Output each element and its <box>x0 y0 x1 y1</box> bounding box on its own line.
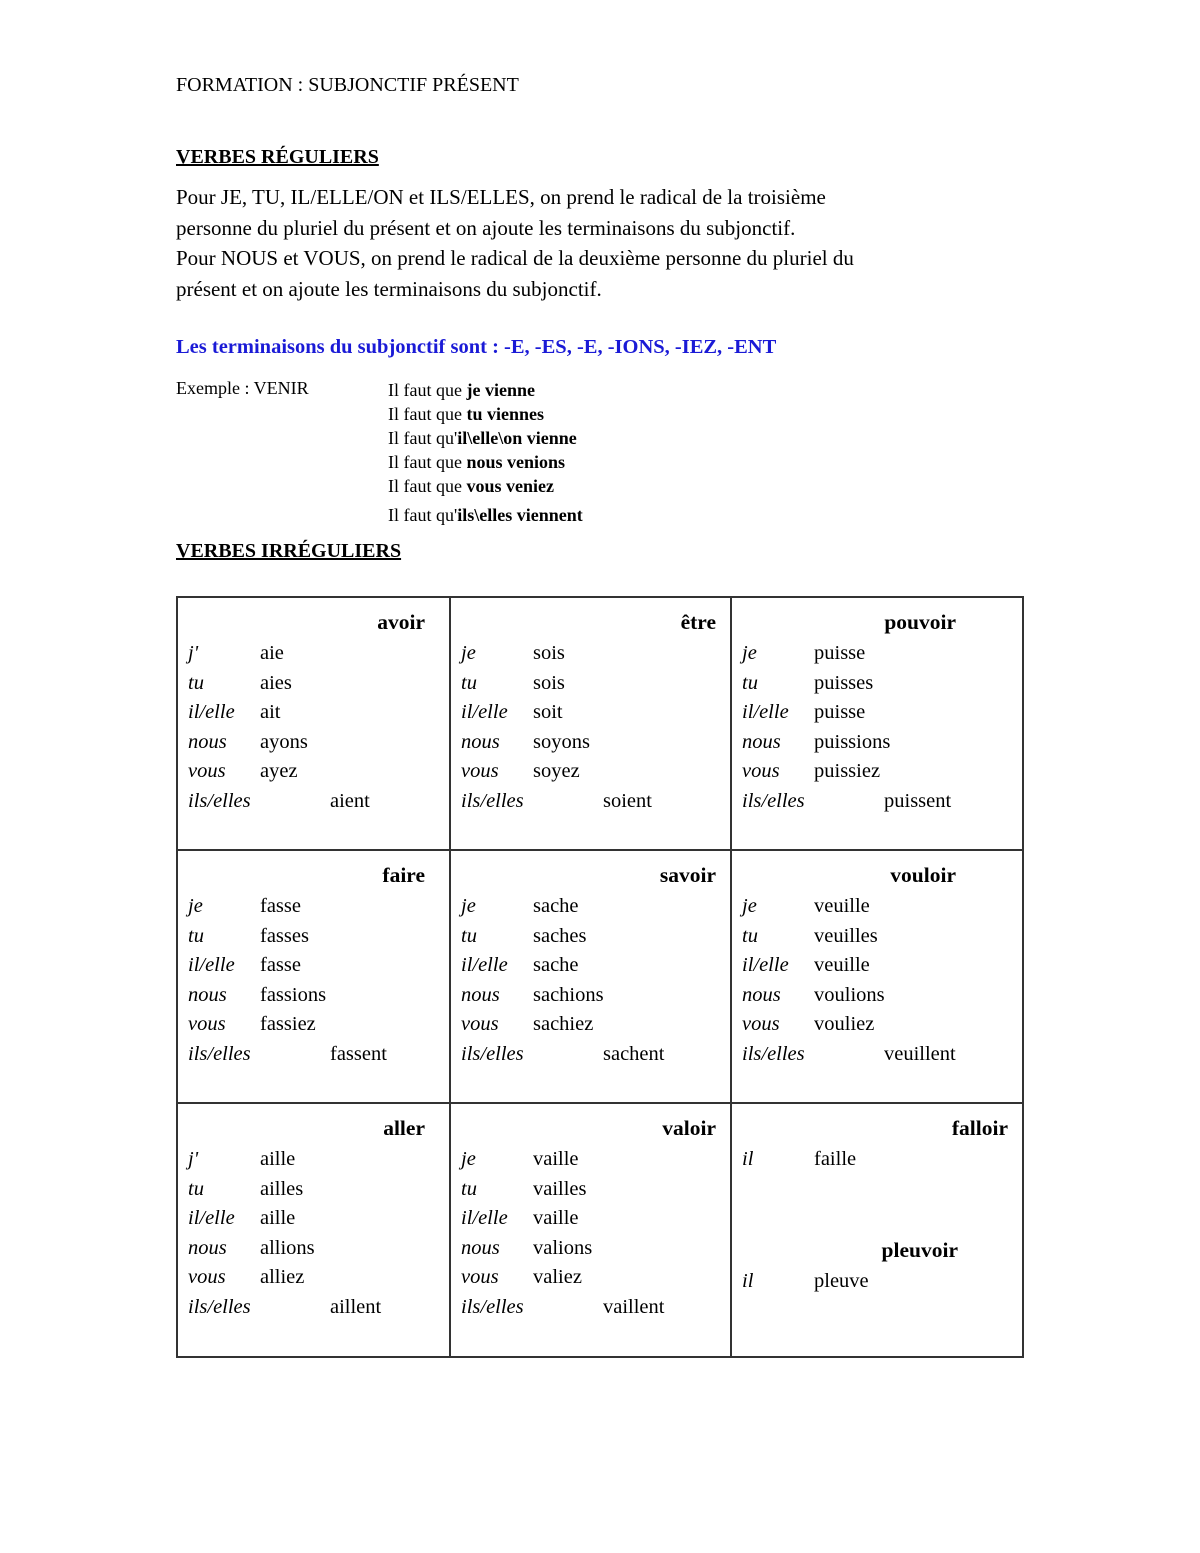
pronoun: vous <box>188 1266 226 1289</box>
subjunctive-form: ayez <box>260 760 298 783</box>
pronoun: tu <box>188 671 204 694</box>
pronoun: nous <box>461 983 500 1006</box>
pronoun: tu <box>461 924 477 947</box>
pronoun: il/elle <box>461 1207 508 1230</box>
verb-infinitive: avoir <box>377 610 425 634</box>
pronoun: je <box>742 895 757 917</box>
subjunctive-form: vouliez <box>814 1013 875 1036</box>
verb-cell <box>178 598 449 849</box>
table-border <box>176 1356 1024 1358</box>
regular-verbs-heading: VERBES RÉGULIERS <box>176 146 379 168</box>
example-line <box>388 378 583 402</box>
pronoun: nous <box>188 730 227 753</box>
pronoun: vous <box>742 760 780 783</box>
pronoun: ils/elles <box>188 1296 251 1318</box>
pronoun: nous <box>461 1236 500 1259</box>
verb-cell <box>178 1104 449 1355</box>
subjunctive-form: aie <box>260 642 284 664</box>
verb-cell <box>451 1104 730 1355</box>
pronoun: nous <box>461 730 500 753</box>
subjunctive-form: aille <box>260 1207 296 1230</box>
paragraph-line: présent et on ajoute les terminaisons du subjonctif. <box>176 276 602 301</box>
pronoun: je <box>461 895 476 917</box>
subjunctive-form: sache <box>533 895 579 917</box>
pronoun: j' <box>188 1148 199 1170</box>
subjunctive-form: fasse <box>260 954 301 977</box>
pronoun: ils/elles <box>461 790 524 812</box>
subjunctive-form: aient <box>330 790 370 812</box>
pronoun: j' <box>188 642 199 664</box>
pronoun: nous <box>188 983 227 1006</box>
paragraph-line: personne du pluriel du présent et on ajoute les terminaisons du subjonctif. <box>176 215 796 240</box>
subjunctive-form: sois <box>533 671 565 694</box>
pronoun: je <box>461 642 476 664</box>
pronoun: ils/elles <box>742 790 805 812</box>
verb-infinitive: falloir <box>951 1116 1008 1140</box>
subjunctive-form: puisse <box>814 642 866 664</box>
verb-infinitive: pleuvoir <box>881 1238 958 1262</box>
pronoun: vous <box>461 760 499 783</box>
pronoun: il/elle <box>188 1207 235 1230</box>
subjunctive-form: vailles <box>533 1177 587 1200</box>
paragraph-line: Pour JE, TU, IL/ELLE/ON et ILS/ELLES, on prend le radical de la troisième <box>176 185 826 209</box>
pronoun: tu <box>188 1177 204 1200</box>
verb-infinitive: vouloir <box>890 863 956 887</box>
subjunctive-form: faille <box>814 1148 857 1170</box>
subjunctive-form: fassent <box>330 1043 387 1065</box>
subjunctive-form: fassiez <box>260 1013 316 1036</box>
subjunctive-form: soient <box>603 790 652 812</box>
pronoun: nous <box>742 983 781 1006</box>
pronoun: ils/elles <box>461 1296 524 1318</box>
irregular-verbs-heading: VERBES IRRÉGULIERS <box>176 540 402 562</box>
subjunctive-form: veuillent <box>884 1043 956 1065</box>
example-form: vous veniez <box>466 476 554 496</box>
subjunctive-form: veuille <box>814 895 870 917</box>
pronoun: vous <box>461 1266 499 1289</box>
pronoun: il/elle <box>461 701 508 724</box>
subjunctive-form: vaille <box>533 1207 579 1230</box>
subjunctive-form: vaille <box>533 1148 579 1170</box>
pronoun: il <box>742 1148 754 1170</box>
example-label: Exemple : VENIR <box>176 378 309 398</box>
pronoun: il <box>742 1270 754 1292</box>
subjunctive-form: puissions <box>814 730 891 753</box>
example-form: ils\elles viennent <box>457 505 583 525</box>
pronoun: il/elle <box>188 701 235 724</box>
verb-cell <box>178 851 449 1102</box>
subjunctive-form: puisses <box>814 671 874 694</box>
subjunctive-form: ait <box>260 701 281 724</box>
pronoun: vous <box>188 760 226 783</box>
example-prefix: Il faut que <box>388 476 467 496</box>
subjunctive-form: voulions <box>814 983 885 1006</box>
subjunctive-form: puisse <box>814 701 866 724</box>
subjunctive-form: puissent <box>884 790 952 812</box>
verb-infinitive: être <box>680 610 716 634</box>
pronoun: tu <box>742 924 758 947</box>
pronoun: tu <box>742 671 758 694</box>
pronoun: vous <box>742 1013 780 1036</box>
subjunctive-form: fasse <box>260 895 301 917</box>
example-prefix: Il faut que <box>388 380 467 400</box>
pronoun: vous <box>188 1013 226 1036</box>
subjunctive-form: sachent <box>603 1043 665 1065</box>
subjunctive-form: sois <box>533 642 565 664</box>
pronoun: il/elle <box>742 954 789 977</box>
table-border <box>1022 596 1024 1358</box>
verb-infinitive: savoir <box>659 863 716 887</box>
subjunctive-form: ayons <box>260 730 308 753</box>
subjunctive-endings: Les terminaisons du subjonctif sont : -E, -ES, -E, -IONS, -IEZ, -ENT <box>176 336 777 358</box>
regular-verbs-explanation <box>176 182 976 304</box>
paragraph-line: Pour NOUS et VOUS, on prend le radical de la deuxième personne du pluriel du <box>176 246 854 270</box>
document-title: FORMATION : SUBJONCTIF PRÉSENT <box>176 74 519 96</box>
example-line <box>388 402 583 426</box>
subjunctive-form: aies <box>260 671 292 694</box>
verb-cell <box>732 851 1022 1102</box>
example-line <box>388 503 583 527</box>
example-line <box>388 426 583 450</box>
subjunctive-form: fasses <box>260 924 309 947</box>
example-form: nous venions <box>466 452 566 472</box>
pronoun: il/elle <box>742 701 789 724</box>
pronoun: nous <box>188 1236 227 1259</box>
subjunctive-form: soyez <box>533 760 580 783</box>
subjunctive-form: fassions <box>260 983 327 1006</box>
example-prefix: Il faut qu' <box>388 505 458 525</box>
example-form: il\elle\on vienne <box>457 428 577 448</box>
example-prefix: Il faut que <box>388 452 467 472</box>
subjunctive-form: veuilles <box>814 924 878 947</box>
verb-infinitive: aller <box>383 1116 425 1140</box>
subjunctive-form: soyons <box>533 730 590 753</box>
pronoun: tu <box>461 1177 477 1200</box>
subjunctive-form: pleuve <box>814 1270 869 1292</box>
subjunctive-form: puissiez <box>814 760 881 783</box>
subjunctive-form: valions <box>533 1236 593 1259</box>
pronoun: nous <box>742 730 781 753</box>
example-line <box>388 450 583 474</box>
pronoun: tu <box>188 924 204 947</box>
pronoun: ils/elles <box>188 790 251 812</box>
subjunctive-form: soit <box>533 701 563 724</box>
subjunctive-form: valiez <box>533 1266 582 1289</box>
example-form: je vienne <box>466 380 535 400</box>
subjunctive-form: sachions <box>533 983 604 1006</box>
subjunctive-form: sache <box>533 954 579 977</box>
verb-cell <box>732 598 1022 849</box>
example-prefix: Il faut que <box>388 404 467 424</box>
pronoun: vous <box>461 1013 499 1036</box>
verb-infinitive: faire <box>382 863 425 887</box>
verb-cell <box>732 1104 1022 1355</box>
example-conjugation <box>388 378 583 527</box>
pronoun: ils/elles <box>188 1043 251 1065</box>
example-prefix: Il faut qu' <box>388 428 458 448</box>
verb-infinitive: valoir <box>662 1116 716 1140</box>
pronoun: tu <box>461 671 477 694</box>
pronoun: il/elle <box>188 954 235 977</box>
pronoun: il/elle <box>461 954 508 977</box>
subjunctive-form: aillent <box>330 1296 382 1318</box>
example-form: tu viennes <box>466 404 544 424</box>
subjunctive-form: sachiez <box>533 1013 594 1036</box>
verb-cell <box>451 598 730 849</box>
subjunctive-form: veuille <box>814 954 870 977</box>
pronoun: je <box>188 895 203 917</box>
verb-cell <box>451 851 730 1102</box>
irregular-verbs-table <box>176 596 1024 1358</box>
subjunctive-form: ailles <box>260 1177 304 1200</box>
pronoun: je <box>742 642 757 664</box>
pronoun: ils/elles <box>461 1043 524 1065</box>
subjunctive-form: allions <box>260 1236 315 1259</box>
subjunctive-form: vaillent <box>603 1296 665 1318</box>
subjunctive-form: alliez <box>260 1266 305 1289</box>
example-line <box>388 474 583 498</box>
verb-infinitive: pouvoir <box>884 610 956 634</box>
pronoun: je <box>461 1148 476 1170</box>
pronoun: ils/elles <box>742 1043 805 1065</box>
subjunctive-form: saches <box>533 924 587 947</box>
subjunctive-form: aille <box>260 1148 296 1170</box>
